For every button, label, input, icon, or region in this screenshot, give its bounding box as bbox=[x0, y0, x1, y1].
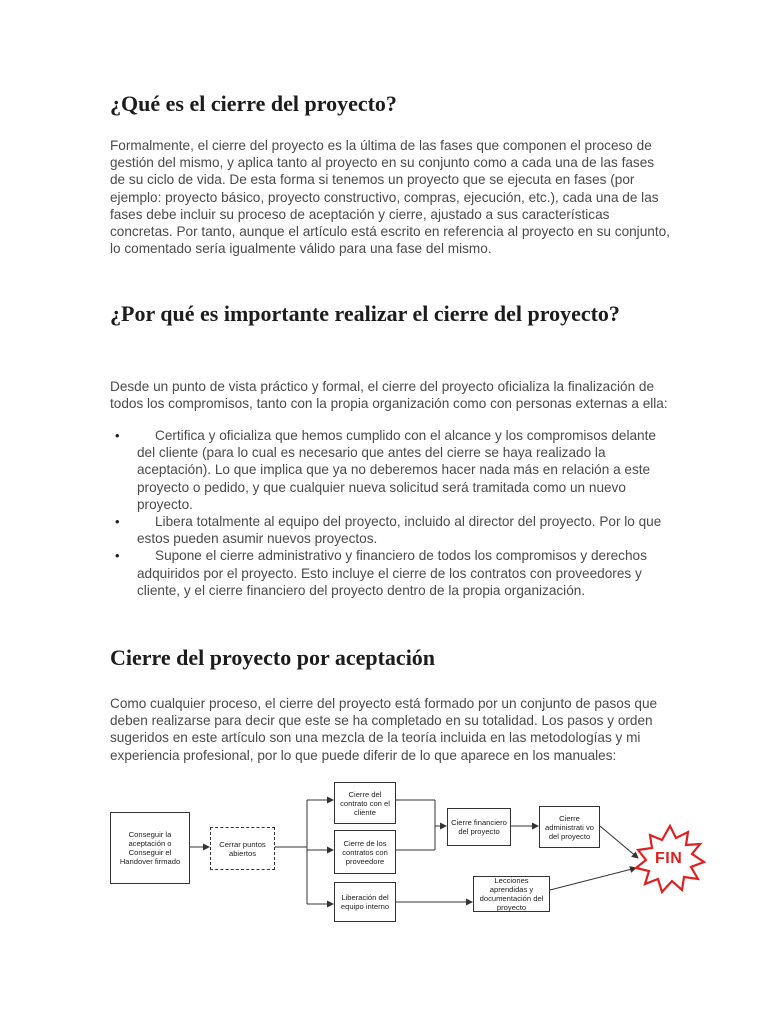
step-label: Cierre del contrato con el cliente bbox=[340, 789, 390, 817]
paragraph-definition: Formalmente, el cierre del proyecto es la última de las fases que componen el proceso de gestión del mismo, y aplica tanto al proyecto en su conjunto como a cada una de las fases de su ciclo de vida. De esta forma si tenemos un proyecto que se ejecuta en fases (por ejemplo: proyecto básico, proyecto constructivo, compras, ejecución, etc.), cada una de las fases debe incluir su proceso de aceptación y cierre, ajustado a sus características concretas. Por tanto, aunque el artículo está escrito en referencia al proyecto en su conjunto, lo comentado sería igualmente válido para una fase del mismo. bbox=[110, 138, 670, 257]
step-label: Cierre de los contratos con proveedore bbox=[342, 838, 388, 866]
step-lessons-learned bbox=[473, 876, 550, 912]
heading-what-is-closure: ¿Qué es el cierre del proyecto? bbox=[110, 91, 397, 116]
step-financial-closure bbox=[447, 808, 511, 846]
diagram-connectors bbox=[110, 782, 710, 932]
step-client-contract bbox=[334, 782, 396, 824]
list-item bbox=[110, 547, 670, 599]
step-team-release bbox=[334, 882, 396, 922]
list-item bbox=[110, 427, 670, 513]
list-item-text: Libera totalmente al equipo del proyecto, incluido al director del proyecto. Por lo que estos pueden asumir nuevos proyectos. bbox=[137, 514, 662, 547]
heading-why-important: ¿Por qué es importante realizar el cierre del proyecto? bbox=[110, 301, 620, 326]
list-item-text: Supone el cierre administrativo y financiero de todos los compromisos y derechos adquiridos por el proyecto. Esto incluye el cierre de los contratos con proveedores y cliente, y el cierre financiero del proyecto dentro de la propia organización. bbox=[137, 548, 647, 598]
step-get-acceptance bbox=[110, 812, 190, 884]
paragraph-steps: Como cualquier proceso, el cierre del proyecto está formado por un conjunto de pasos que deben realizarse para decir que este se ha completado en su totalidad. Los pasos y orden sugeridos en este artículo son una mezcla de la teoría incluida en las metodologías y mi experiencia profesional, por lo que puede diferir de lo que aparece en los manuales: bbox=[110, 696, 658, 763]
closure-flow-diagram bbox=[110, 782, 710, 932]
step-administrative-closure bbox=[539, 806, 600, 848]
step-label: Conseguir la aceptación o Conseguir el Handover firmado bbox=[119, 830, 181, 866]
benefits-list bbox=[110, 427, 670, 599]
step-close-open-points bbox=[210, 827, 275, 870]
heading-closure-by-acceptance: Cierre del proyecto por aceptación bbox=[110, 645, 436, 670]
arrow-line bbox=[550, 868, 636, 890]
step-label: Lecciones aprendidas y documentación del proyecto bbox=[479, 876, 544, 912]
fin-label: FIN bbox=[655, 850, 683, 867]
step-label: Cierre financiero del proyecto bbox=[451, 818, 507, 836]
bullet-icon: • bbox=[115, 514, 120, 530]
bullet-icon: • bbox=[115, 548, 120, 564]
step-label: Cierre administrati vo del proyecto bbox=[545, 813, 594, 841]
list-item bbox=[110, 513, 670, 547]
step-label: Liberación del equipo interno bbox=[340, 893, 390, 911]
list-item-text: Certifica y oficializa que hemos cumplido con el alcance y los compromisos delante del cliente (para lo cual es necesario que antes del cierre se haya realizado la aceptación). Lo que implica que ya no deberemos hacer nada más en relación a este proyecto o pedido, y que cualquier nueva solicitud será tramitada como un nuevo proyecto. bbox=[137, 428, 656, 512]
step-supplier-contracts bbox=[334, 830, 396, 874]
bullet-icon: • bbox=[115, 428, 120, 443]
paragraph-why: Desde un punto de vista práctico y formal, el cierre del proyecto oficializa la finalización de todos los compromisos, tanto con la propia organización como con personas externas a ella: bbox=[110, 379, 668, 412]
arrow-line bbox=[600, 826, 638, 858]
step-label: Cerrar puntos abiertos bbox=[219, 839, 266, 858]
